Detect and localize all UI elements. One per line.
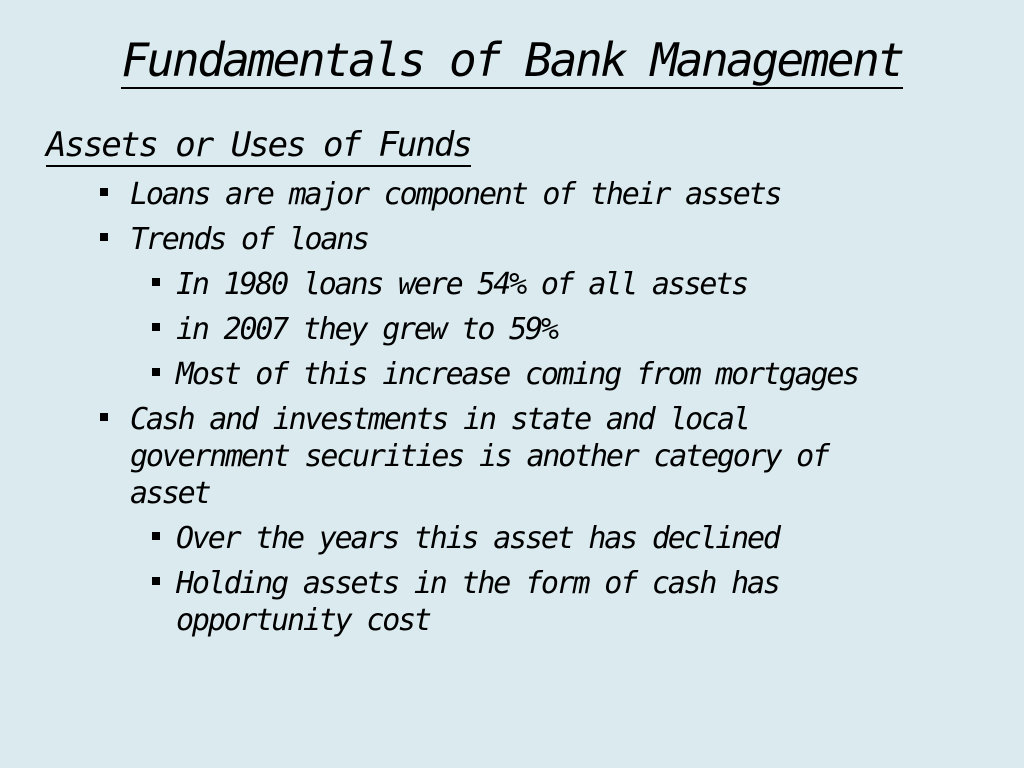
bullet-square-icon	[152, 532, 160, 540]
bullet-square-icon	[152, 368, 160, 376]
bullet-text-line: asset	[130, 476, 210, 511]
section-heading-text: Assets or Uses of Funds	[46, 125, 471, 165]
bullet-text: Over the years this asset has declined	[176, 521, 779, 556]
bullet-text-line: Holding assets in the form of cash has	[176, 566, 779, 601]
section-heading	[46, 122, 471, 168]
subbullet-mortgages	[176, 356, 858, 393]
subbullet-asset-declined	[176, 520, 779, 557]
bullet-square-icon	[152, 278, 160, 286]
bullet-square-icon	[100, 233, 108, 241]
bullet-text-line: opportunity cost	[176, 603, 430, 638]
bullet-square-icon	[152, 577, 160, 585]
bullet-text: Trends of loans	[130, 222, 368, 257]
bullet-square-icon	[100, 413, 108, 421]
bullet-text-line: Cash and investments in state and local	[130, 402, 749, 437]
subbullet-1980-loans	[176, 266, 747, 303]
bullet-loans-major	[130, 176, 780, 213]
subbullet-2007-loans	[176, 311, 557, 348]
bullet-text: Loans are major component of their assets	[130, 177, 781, 212]
slide-title	[0, 28, 1024, 92]
subbullet-opportunity-cost	[176, 565, 779, 639]
bullet-text: in 2007 they grew to 59%	[176, 312, 557, 347]
bullet-trends-of-loans	[130, 221, 368, 258]
slide-title-text: Fundamentals of Bank Management	[121, 33, 903, 87]
bullet-square-icon	[152, 323, 160, 331]
bullet-text: In 1980 loans were 54% of all assets	[176, 267, 748, 302]
bullet-square-icon	[100, 188, 108, 196]
bullet-text-line: government securities is another category of	[130, 439, 828, 474]
bullet-cash-and-investments	[130, 401, 828, 512]
bullet-text: Most of this increase coming from mortgages	[176, 357, 859, 392]
